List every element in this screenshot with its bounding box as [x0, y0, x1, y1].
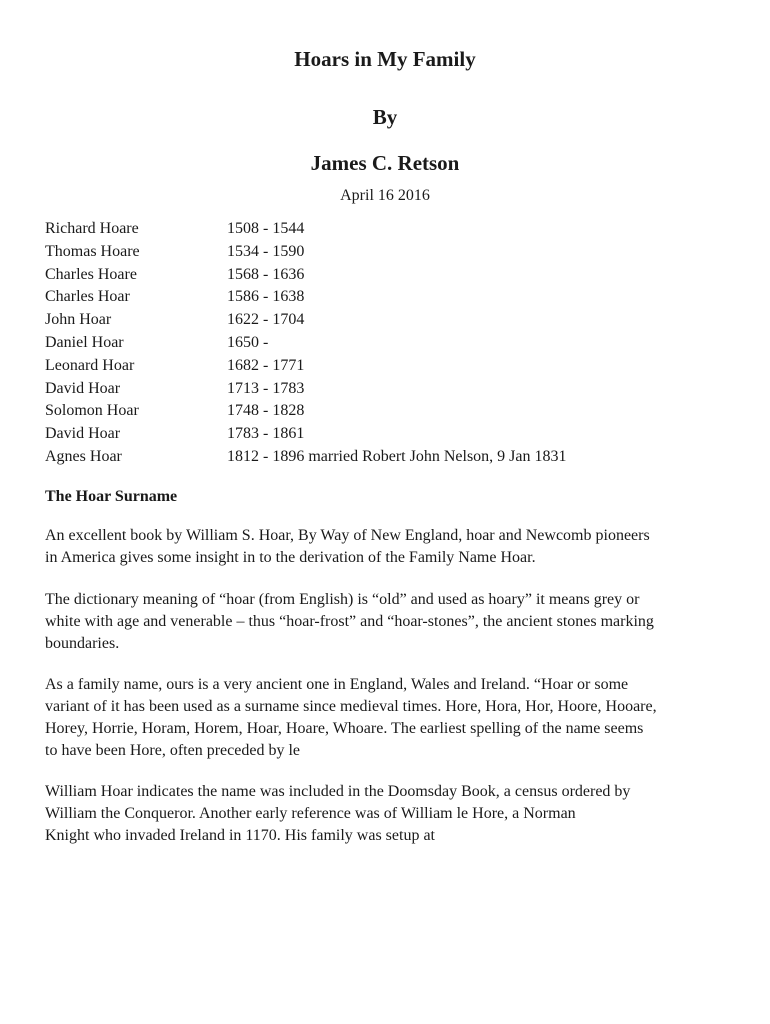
paragraph-line: variant of it has been used as a surname since medieval times. Hore, Hora, Hor, Hoore, Hooare,: [45, 698, 657, 715]
lineage-row: [45, 400, 725, 423]
lineage-row: [45, 241, 725, 264]
paragraph-line: As a family name, ours is a very ancient one in England, Wales and Ireland. “Hoar or some: [45, 676, 629, 693]
lineage-list: [45, 218, 725, 469]
author-name: James C. Retson: [310, 151, 460, 175]
lineage-row: [45, 378, 725, 401]
lineage-dates: 1812 - 1896 married Robert John Nelson, 9 Jan 1831: [227, 447, 567, 465]
lineage-name: Solomon Hoar: [45, 402, 139, 420]
section-heading: The Hoar Surname: [45, 488, 178, 505]
lineage-dates: 1508 - 1544: [227, 220, 305, 237]
lineage-row: [45, 309, 725, 332]
lineage-dates: 1534 - 1590: [227, 242, 305, 260]
lineage-name: Leonard Hoar: [45, 356, 135, 374]
paragraph-line: boundaries.: [45, 635, 120, 652]
lineage-name: Daniel Hoar: [45, 333, 124, 351]
paragraph-line: William the Conqueror. Another early reference was of William le Hore, a Norman: [45, 805, 576, 822]
lineage-dates: 1650 -: [227, 333, 269, 351]
lineage-name: John Hoar: [45, 311, 112, 329]
lineage-row: [45, 423, 725, 446]
lineage-row: [45, 332, 725, 355]
lineage-name: Agnes Hoar: [45, 447, 122, 465]
lineage-dates: 1586 - 1638: [227, 288, 305, 306]
paragraph-1: [45, 525, 735, 569]
lineage-dates: 1568 - 1636: [227, 265, 305, 283]
lineage-name: Thomas Hoare: [45, 242, 140, 260]
lineage-dates: 1783 - 1861: [227, 425, 305, 443]
lineage-row: [45, 355, 725, 378]
byline-label: By: [372, 105, 398, 129]
lineage-row: [45, 446, 725, 469]
lineage-name: Richard Hoare: [45, 220, 139, 237]
lineage-row: [45, 286, 725, 309]
document-date: April 16 2016: [340, 187, 430, 204]
lineage-name: David Hoar: [45, 379, 121, 397]
paragraph-line: white with age and venerable – thus “hoar-frost” and “hoar-stones”, the ancient stones marking: [45, 613, 654, 630]
paragraph-line: William Hoar indicates the name was included in the Doomsday Book, a census ordered by: [45, 783, 631, 800]
lineage-dates: 1682 - 1771: [227, 356, 305, 374]
document-title: Hoars in My Family: [294, 47, 476, 71]
lineage-name: David Hoar: [45, 425, 121, 443]
paragraph-line: An excellent book by William S. Hoar, By Way of New England, hoar and Newcomb pioneers: [45, 527, 650, 544]
paragraph-line: The dictionary meaning of “hoar (from English) is “old” and used as hoary” it means grey or: [45, 591, 640, 608]
paragraph-line: Knight who invaded Ireland in 1170. His family was setup at: [45, 827, 435, 844]
lineage-dates: 1622 - 1704: [227, 311, 305, 329]
lineage-row: [45, 264, 725, 287]
paragraph-4: [45, 781, 735, 847]
paragraph-line: Horey, Horrie, Horam, Horem, Hoar, Hoare, Whoare. The earliest spelling of the name seems: [45, 720, 644, 737]
lineage-name: Charles Hoar: [45, 288, 130, 306]
paragraph-3: [45, 674, 735, 762]
lineage-name: Charles Hoare: [45, 265, 137, 283]
paragraph-line: to have been Hore, often preceded by le: [45, 742, 300, 759]
paragraph-2: [45, 589, 735, 655]
lineage-dates: 1748 - 1828: [227, 402, 305, 420]
lineage-dates: 1713 - 1783: [227, 379, 305, 397]
paragraph-line: in America gives some insight in to the derivation of the Family Name Hoar.: [45, 549, 536, 566]
lineage-row: [45, 218, 725, 241]
